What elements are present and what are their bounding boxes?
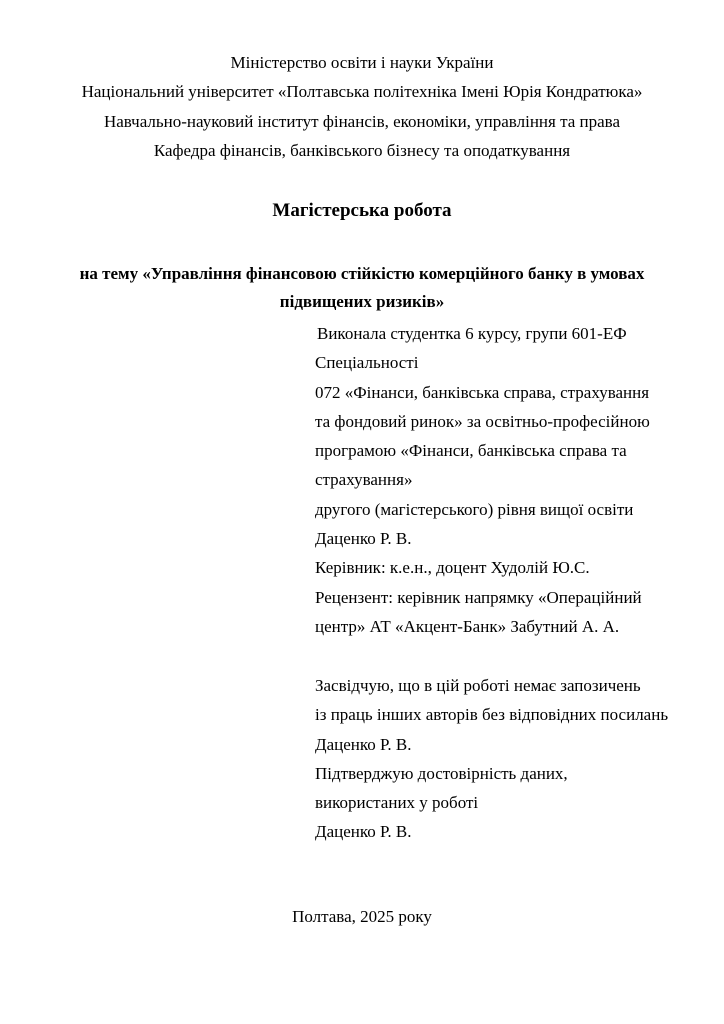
topic-line-1: на тему «Управління фінансовою стійкістю комерційного банку в умовах: [79, 264, 645, 283]
author-line: Рецензент: керівник напрямку «Операційний: [315, 587, 642, 607]
declaration-line: Даценко Р. В.: [315, 734, 412, 754]
topic-line-2: підвищених ризиків»: [279, 292, 445, 311]
university-name: Національний університет «Полтавська політехніка Імені Юрія Кондратюка»: [81, 82, 643, 101]
declaration-line: використаних у роботі: [315, 793, 479, 813]
author-line: центр» АТ «Акцент-Банк» Забутний А. А.: [315, 616, 620, 636]
city-year: Полтава, 2025 року: [292, 907, 432, 926]
declaration-line: Засвідчую, що в цій роботі немає запозичень: [315, 676, 641, 695]
ministry-name: Міністерство освіти і науки України: [230, 53, 494, 72]
author-line: та фондовий ринок» за освітньо-професійною: [315, 411, 650, 431]
document-title: Магістерська робота: [272, 200, 452, 221]
author-line: 072 «Фінанси, банківська справа, страхування: [315, 382, 650, 402]
department-name: Кафедра фінансів, банківського бізнесу та оподаткування: [153, 141, 571, 160]
declaration-block: [315, 671, 715, 847]
declaration-line: Підтверджую достовірність даних,: [315, 763, 568, 783]
author-block: [315, 319, 715, 641]
declaration-line: із праць інших авторів без відповідних посилань: [315, 705, 669, 725]
author-line: страхування»: [315, 470, 413, 490]
institute-name: Навчально-науковий інститут фінансів, економіки, управління та права: [103, 112, 621, 131]
author-line: Керівник: к.е.н., доцент Худолій Ю.С.: [315, 558, 590, 578]
author-line: другого (магістерського) рівня вищої освіти: [315, 499, 634, 519]
author-line: програмою «Фінанси, банківська справа та: [315, 441, 627, 461]
author-line: Даценко Р. В.: [315, 529, 412, 549]
author-line: Спеціальності: [315, 353, 419, 373]
declaration-line: Даценко Р. В.: [315, 822, 412, 842]
author-line: Виконала студентка 6 курсу, групи 601-ЕФ: [317, 324, 627, 343]
